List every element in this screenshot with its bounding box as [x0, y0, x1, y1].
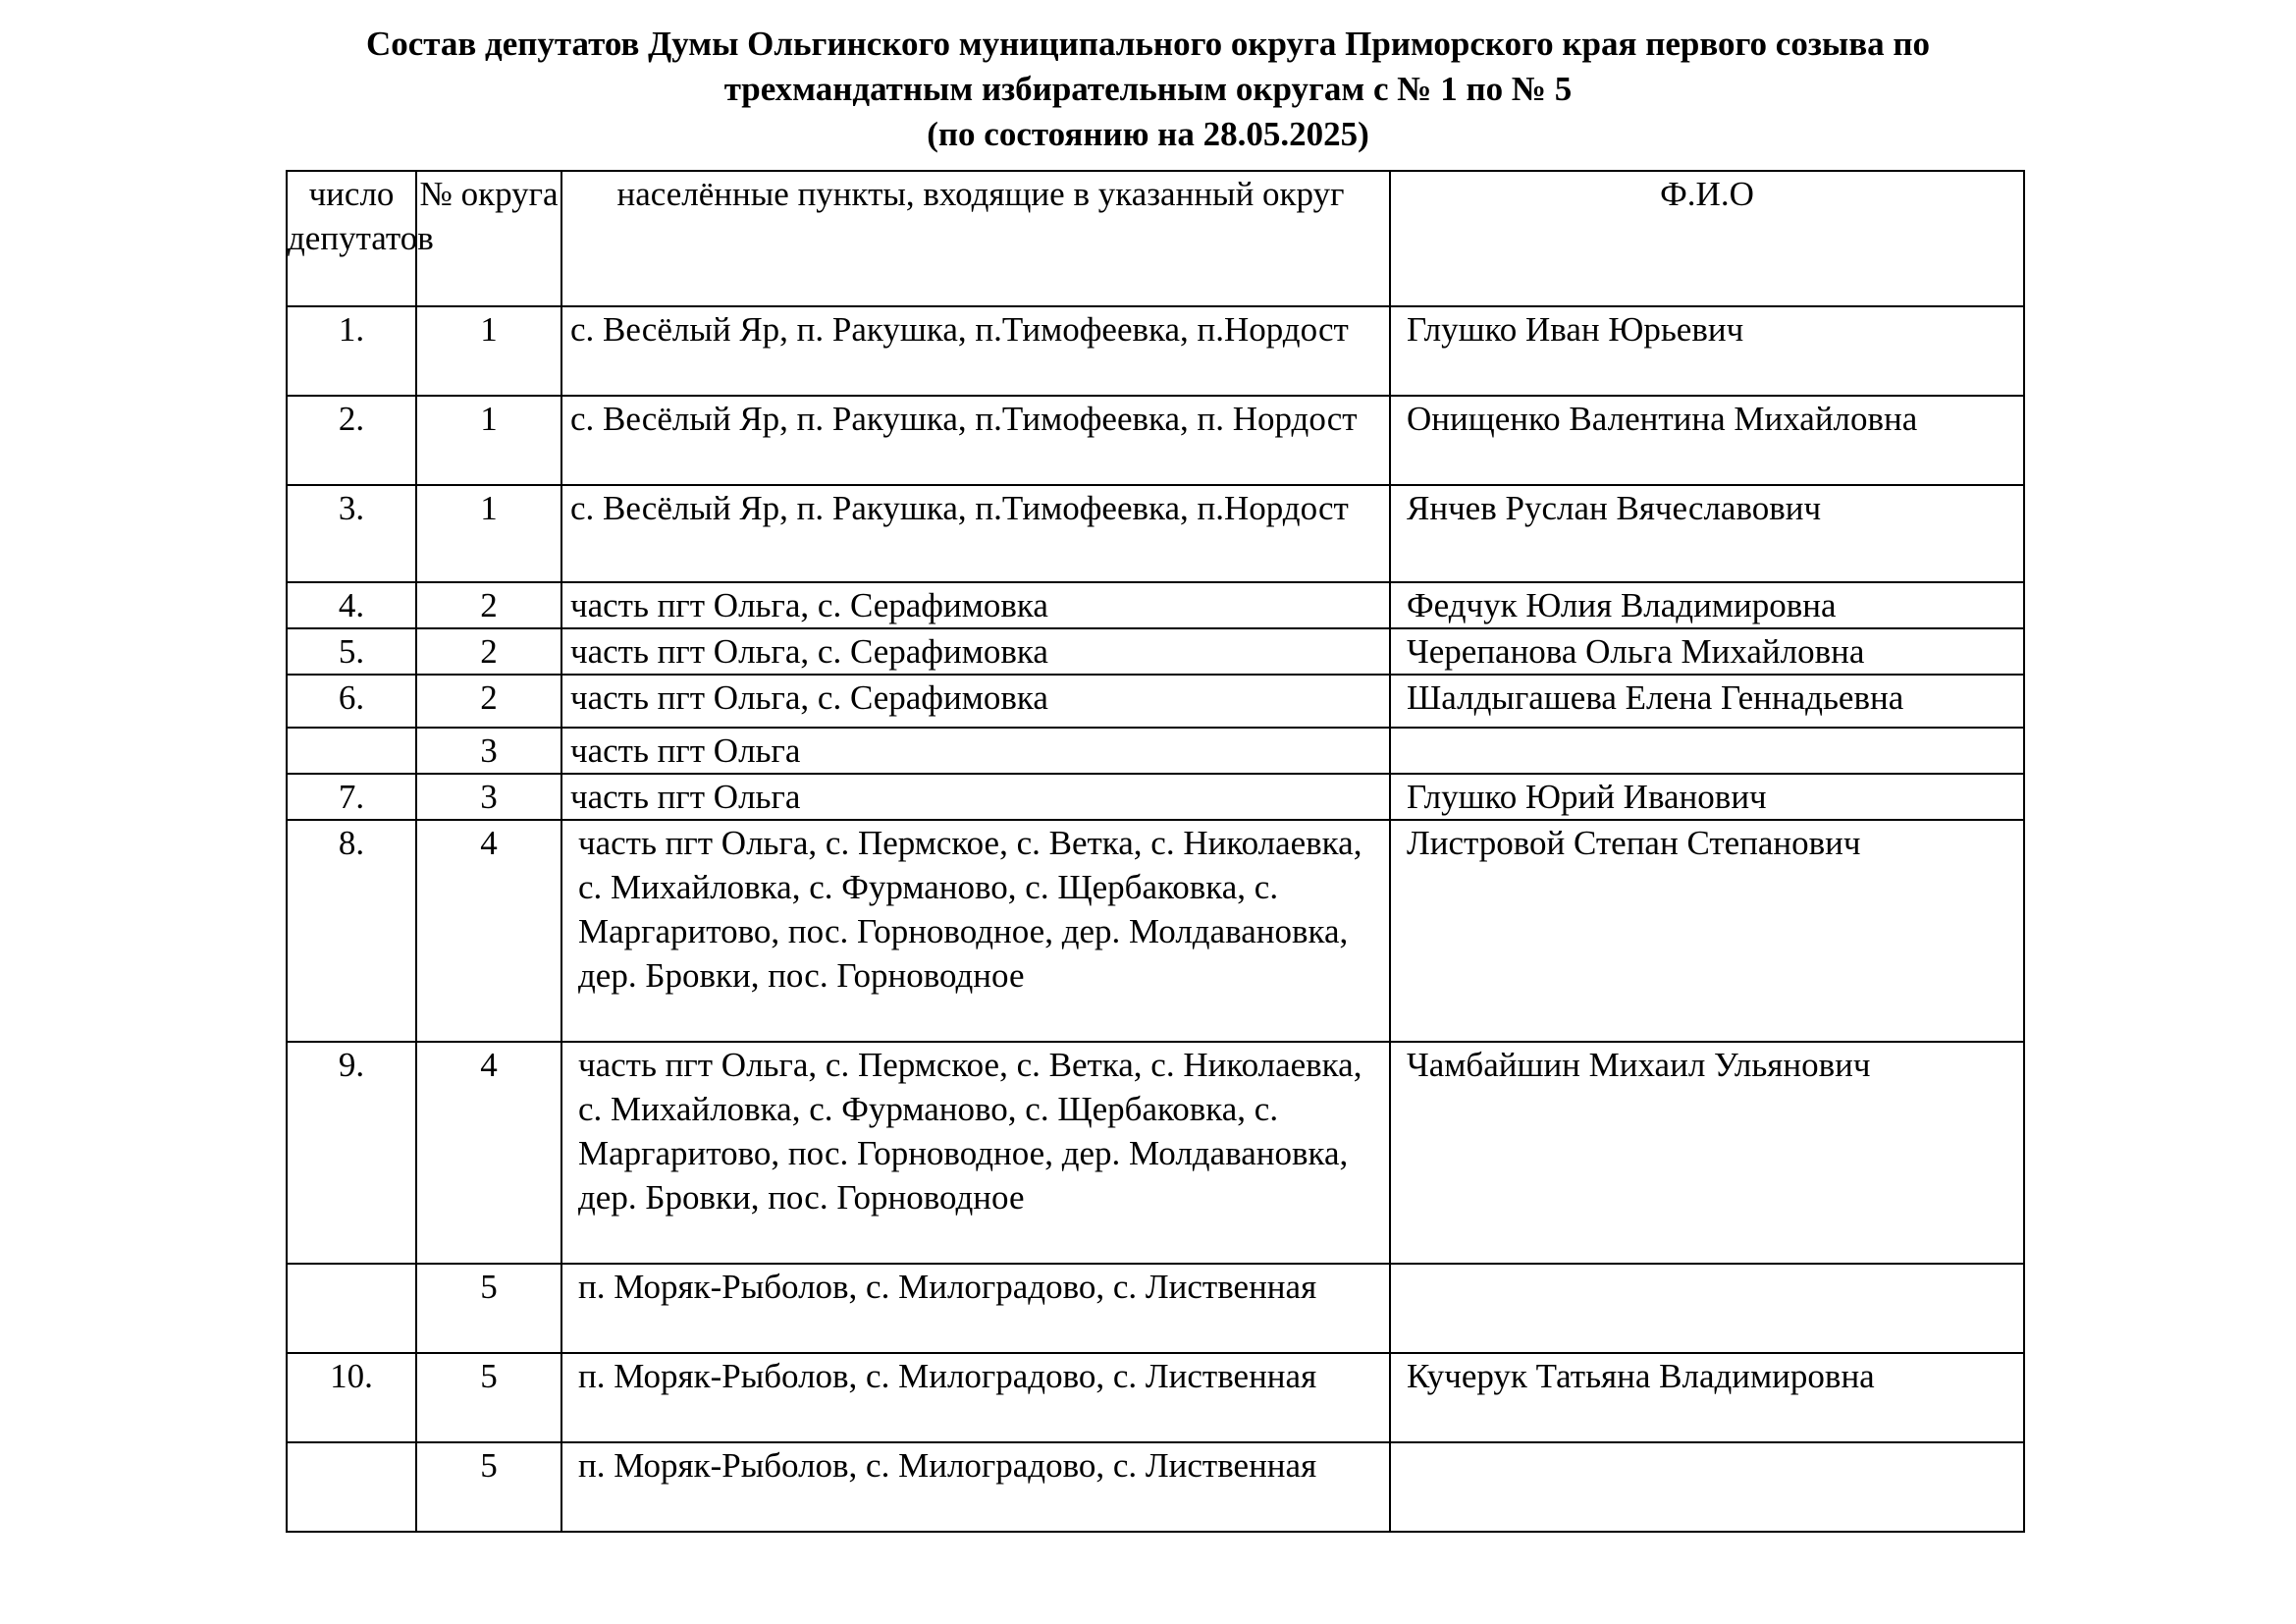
cell-deputy-number [287, 1442, 416, 1532]
table-row [287, 1442, 2024, 1532]
cell-deputy-number: 6. [287, 675, 416, 728]
cell-full-name: Федчук Юлия Владимировна [1390, 582, 2024, 628]
table-row [287, 306, 2024, 396]
table-row [287, 1042, 2024, 1264]
cell-okrug-number: 2 [416, 582, 561, 628]
cell-deputy-number [287, 728, 416, 774]
title-line-2: трехмандатным избирательным округам с № 1 по № 5 [723, 70, 1573, 108]
title-line-3: (по состоянию на 28.05.2025) [927, 115, 1369, 153]
cell-deputy-number: 4. [287, 582, 416, 628]
cell-full-name [1390, 1442, 2024, 1532]
header-full-name: Ф.И.О [1390, 171, 2024, 306]
cell-settlements: с. Весёлый Яр, п. Ракушка, п.Тимофеевка, п. Нордост [561, 396, 1390, 485]
cell-full-name: Кучерук Татьяна Владимировна [1390, 1353, 2024, 1442]
cell-okrug-number: 3 [416, 728, 561, 774]
table-header-row [287, 171, 2024, 306]
table-row [287, 485, 2024, 582]
cell-deputy-number: 7. [287, 774, 416, 820]
cell-okrug-number: 4 [416, 1042, 561, 1264]
cell-settlements: часть пгт Ольга, с. Пермское, с. Ветка, с. Николаевка, с. Михайловка, с. Фурманово, с. Щербаковка, с. Маргаритово, пос. Горноводное, дер. Молдавановка, дер. Бровки, пос. Горноводное [561, 820, 1390, 1042]
cell-settlements: часть пгт Ольга [561, 728, 1390, 774]
cell-deputy-number: 2. [287, 396, 416, 485]
table-row [287, 1353, 2024, 1442]
cell-settlements: часть пгт Ольга, с. Пермское, с. Ветка, с. Николаевка, с. Михайловка, с. Фурманово, с. Щербаковка, с. Маргаритово, пос. Горноводное, дер. Молдавановка, дер. Бровки, пос. Горноводное [561, 1042, 1390, 1264]
cell-okrug-number: 5 [416, 1264, 561, 1353]
cell-full-name: Янчев Руслан Вячеславович [1390, 485, 2024, 582]
cell-deputy-number [287, 1264, 416, 1353]
cell-deputy-number: 5. [287, 628, 416, 675]
deputies-table [286, 170, 2025, 1533]
cell-deputy-number: 3. [287, 485, 416, 582]
table-row [287, 728, 2024, 774]
table-row [287, 1264, 2024, 1353]
table-row [287, 396, 2024, 485]
cell-okrug-number: 5 [416, 1442, 561, 1532]
table-row [287, 774, 2024, 820]
cell-settlements: п. Моряк-Рыболов, с. Милоградово, с. Лиственная [561, 1353, 1390, 1442]
table-row [287, 628, 2024, 675]
cell-okrug-number: 3 [416, 774, 561, 820]
cell-okrug-number: 1 [416, 306, 561, 396]
table-row [287, 675, 2024, 728]
cell-settlements: часть пгт Ольга [561, 774, 1390, 820]
cell-settlements: с. Весёлый Яр, п. Ракушка, п.Тимофеевка, п.Нордост [561, 485, 1390, 582]
cell-okrug-number: 1 [416, 485, 561, 582]
cell-okrug-number: 2 [416, 628, 561, 675]
cell-settlements: п. Моряк-Рыболов, с. Милоградово, с. Лиственная [561, 1264, 1390, 1353]
header-settlements: населённые пункты, входящие в указанный округ [561, 171, 1390, 306]
cell-full-name: Глушко Юрий Иванович [1390, 774, 2024, 820]
title-line-1: Состав депутатов Думы Ольгинского муниципального округа Приморского края первого созыва по [365, 25, 1931, 63]
cell-full-name: Шалдыгашева Елена Геннадьевна [1390, 675, 2024, 728]
cell-settlements: п. Моряк-Рыболов, с. Милоградово, с. Лиственная [561, 1442, 1390, 1532]
cell-full-name: Глушко Иван Юрьевич [1390, 306, 2024, 396]
cell-full-name: Черепанова Ольга Михайловна [1390, 628, 2024, 675]
cell-okrug-number: 5 [416, 1353, 561, 1442]
header-deputy-count: число депутатов [287, 171, 416, 306]
table-row [287, 582, 2024, 628]
cell-okrug-number: 1 [416, 396, 561, 485]
cell-settlements: часть пгт Ольга, с. Серафимовка [561, 628, 1390, 675]
cell-full-name: Чамбайшин Михаил Ульянович [1390, 1042, 2024, 1264]
header-okrug-number: № округа [416, 171, 561, 306]
cell-settlements: часть пгт Ольга, с. Серафимовка [561, 675, 1390, 728]
cell-settlements: часть пгт Ольга, с. Серафимовка [561, 582, 1390, 628]
cell-okrug-number: 4 [416, 820, 561, 1042]
cell-deputy-number: 8. [287, 820, 416, 1042]
cell-full-name [1390, 728, 2024, 774]
cell-deputy-number: 9. [287, 1042, 416, 1264]
cell-deputy-number: 10. [287, 1353, 416, 1442]
table-row [287, 820, 2024, 1042]
cell-full-name: Листровой Степан Степанович [1390, 820, 2024, 1042]
cell-full-name: Онищенко Валентина Михайловна [1390, 396, 2024, 485]
cell-okrug-number: 2 [416, 675, 561, 728]
cell-settlements: с. Весёлый Яр, п. Ракушка, п.Тимофеевка, п.Нордост [561, 306, 1390, 396]
document-title [0, 22, 2296, 157]
cell-full-name [1390, 1264, 2024, 1353]
cell-deputy-number: 1. [287, 306, 416, 396]
